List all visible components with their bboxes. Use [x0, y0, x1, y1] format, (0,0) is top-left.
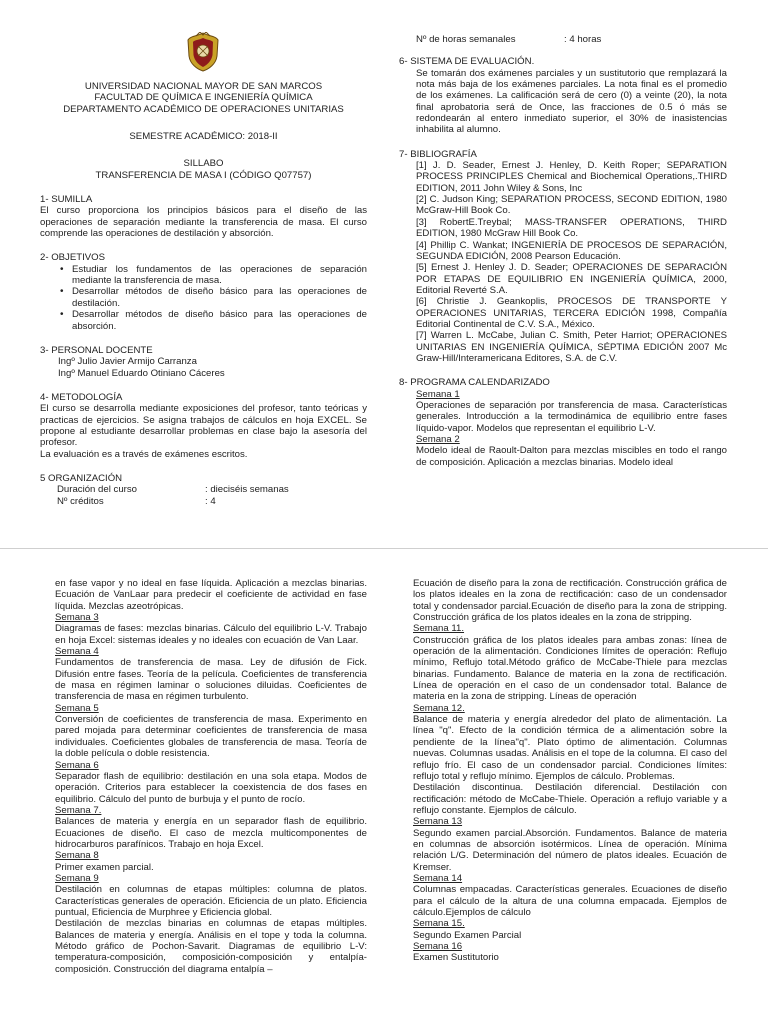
metodologia-text-2: La evaluación es a través de exámenes escritos.	[40, 448, 248, 460]
week-text: Columnas empacadas. Características generales. Ecuaciones de diseño para el cálculo de la altura de una columna empacada. Ejemplos de cálculo.Ejemplos de cálculo	[413, 884, 727, 918]
week-text: Operaciones de separación por transferencia de masa. Características generales. Introducción a la termodinámica de equilibrio entre fases líquido-vapor. Modelos que representan el equilibrio L-V.	[416, 399, 727, 434]
list-item: [1] J. D. Seader, Ernest J. Henley, D. Keith Roper; SEPARATION PROCESS PRINCIPLES Chemical and Biochemical Operations,.THIRD EDITION, 2011 John Wiley & Sons, Inc	[416, 160, 727, 194]
week-text: Destilación discontinua. Destilación diferencial. Destilación con rectificación: método de McCabe-Thiele. Operación a reflujo variable y a reflujo constante. Ejemplos de cálculo.	[413, 782, 727, 816]
document-type: SILLABO	[183, 158, 224, 170]
week-text: Examen Sustitutorio	[413, 952, 499, 964]
week-text: Balance de materia y energía alrededor del plato de alimentación. La línea "q". Efecto de la condición térmica de a alimentación sobre la pendiente de la línea"q". Plato óptimo de alimentación. Columnas nuevas. Columnas usadas. Análisis en el tope de la columna. El caso del reflujo frío. El caso de un condensador parcial. Condiciones límites: reflujo total y reflujo mínimo. Ejemplos de cálculo. Problemas.	[413, 714, 727, 782]
organizacion-row	[40, 496, 367, 507]
week-label: Semana 9	[55, 872, 99, 884]
list-item: [4] Phillip C. Wankat; INGENIERÍA DE PROCESOS DE SEPARACIÓN, SEGUNDA EDICIÓN, 2008 Pearson Educación.	[416, 239, 727, 262]
week-text: Segundo examen parcial.Absorción. Fundamentos. Balance de materia en columnas de absorción isotérmicos. Línea de operación. Mínima relación L/G. Determinación del número de platos ideales. Ecuación de Kremser.	[413, 827, 727, 873]
section-heading-organizacion: 5 ORGANIZACIÓN	[40, 472, 123, 484]
week-text: Segundo Examen Parcial	[413, 929, 522, 941]
row-value: : 4 horas	[564, 34, 602, 45]
section-heading-personal: 3- PERSONAL DOCENTE	[40, 344, 153, 356]
week-text: Destilación de mezclas binarias en columnas de etapas múltiples. Balances de materia y energía. Análisis en el tope y toda la columna. Método gráfico de Pochon-Savarit. Diagramas de equilibrio L-V: temperatura-composición, composición-composición y entalpía-composición. Construcción del diagrama entalpía –	[55, 918, 367, 975]
list-item: Ingº Manuel Eduardo Otiniano Cáceres	[58, 367, 225, 379]
objetivos-list	[40, 264, 367, 332]
bibliografia-list	[399, 160, 727, 364]
week-label: Semana 7.	[55, 804, 102, 816]
section-heading-programa: 8- PROGRAMA CALENDARIZADO	[399, 377, 550, 389]
sumilla-text: El curso proporciona los principios básicos para el diseño de las operaciones de separación mediante la transferencia de masa. El curso comprende las operaciones de destilación y absorción.	[40, 205, 367, 240]
right-column-page-1	[399, 34, 727, 468]
organizacion-row	[40, 484, 367, 495]
list-item: [3] RobertE.Treybal; MASS-TRANSFER OPERATIONS, THIRD EDITION, 1980 McGraw Hill Book Co.	[416, 216, 727, 240]
list-item: • Desarrollar métodos de diseño básico para las operaciones de absorción.	[72, 309, 367, 332]
week-label: Semana 1	[416, 388, 460, 400]
section-heading-bibliografia: 7- BIBLIOGRAFÍA	[399, 148, 477, 160]
week-text: Separador flash de equilibrio: destilación en una sola etapa. Modos de operación. Criterios para establecer la coexistencia de dos fases en equilibrio. Cálculo del punto de burbuja y el punto de rocío.	[55, 770, 367, 805]
list-item: [5] Ernest J. Henley J. D. Seader; OPERACIONES DE SEPARACIÓN POR ETAPAS DE EQUILIBRIO EN INGENIERÍA QUÍMICA, 2000, Editorial Reverté S.A.	[416, 262, 727, 296]
week-text: Balances de materia y energía en un separador flash de equilibrio. Ecuaciones de diseño. El caso de mezcla multicomponentes de hidrocarburos parafínicos. Trabajo en hoja Excel.	[55, 816, 367, 850]
row-label: Nº créditos	[57, 495, 104, 507]
week-label: Semana 13	[413, 816, 463, 828]
evaluacion-text: Se tomarán dos exámenes parciales y un sustitutorio que remplazará la nota más baja de los exámenes parciales. La nota final es el promedio de los exámenes. La calificación será de cero (0) a veinte (20), la nota final aprobatoria será de Once, las fracciones de 0.5 ó más se redondearán al entero inmediato superior, el 30% de inasistencias inhabilita al alumno.	[416, 67, 727, 136]
week-text: Conversión de coeficientes de transferencia de masa. Experimento en pared mojada para determinar coeficientes de transferencia de masa individuales. Coeficientes globales de transferencia de masa. Teoría de la doble película o doble resistencia.	[55, 714, 367, 760]
list-item: • Desarrollar métodos de diseño básico para las operaciones de destilación.	[72, 286, 367, 309]
row-value: : 4	[205, 495, 216, 507]
course-title: TRANSFERENCIA DE MASA I (CÓDIGO Q07757)	[95, 169, 312, 181]
right-column-page-2	[413, 578, 727, 964]
left-column-page-2	[55, 578, 367, 975]
week-text: Fundamentos de transferencia de masa. Ley de difusión de Fick. Difusión entre fases. Teoría de la película. Coeficientes de transferencia de masa en régimen laminar o soluciones diluidas. Coeficientes de transferencia de masa en régimen turbulento.	[55, 657, 367, 703]
programa-list	[399, 389, 727, 468]
list-item: Ingº Julio Javier Armijo Carranza	[58, 356, 197, 368]
section-heading-objetivos: 2- OBJETIVOS	[40, 252, 106, 264]
row-label: Nº de horas semanales	[416, 34, 516, 45]
metodologia-text: El curso se desarrolla mediante exposiciones del profesor, tanto teóricas y practicas de ejercicios. Se asigna trabajos de cálculos en hoja EXCEL. Se propone al estudiante desarrollar problemas en clase bajo la asesoría del profesor.	[40, 403, 367, 449]
week-text: Construcción gráfica de los platos ideales para ambas zonas: línea de operación de la alimentación. Condiciones límites de operación: Reflujo mínimo, Reflujo total.Método gráfico de McCabe-Thiele para mezclas binarias. Fundamento. Balance de materia en la zona de rectificación. Línea de operación en el caso de un condensador total. Balance de materia en la zona de stripping. Líneas de operación	[413, 634, 727, 703]
week-label: Semana 11.	[413, 623, 465, 635]
organizacion-row	[399, 34, 727, 45]
section-heading-sumilla: 1- SUMILLA	[40, 194, 93, 206]
week-label: Semana 16	[413, 941, 463, 952]
university-crest-icon	[186, 32, 220, 72]
week-label: Semana 6	[55, 759, 99, 771]
faculty-name: FACULTAD DE QUÍMICA E INGENIERÍA QUÍMICA	[94, 92, 313, 104]
list-item: [2] C. Judson King; SEPARATION PROCESS, SECOND EDITION, 1980 McGraw-Hill Book Co.	[416, 194, 727, 217]
week-text: Destilación en columnas de etapas múltiples: columna de platos. Características generales de operación. Eficiencia de un plato. Eficiencia puntual, Eficiencia de Murphree y Eficiencia global.	[55, 884, 367, 918]
section-heading-evaluacion: 6- SISTEMA DE EVALUACIÓN.	[399, 56, 535, 68]
list-item: [7] Warren L. McCabe, Julian C. Smith, Peter Harriot; OPERACIONES UNITARIAS EN INGENIERÍA QUÍMICA, SÉPTIMA EDICIÓN 2007 Mc Graw-Hill/Interamericana Editores, S.A. de C.V.	[416, 330, 727, 364]
week-label: Semana 15.	[413, 918, 465, 930]
list-item: [6] Christie J. Geankoplis, PROCESOS DE TRANSPORTE Y OPERACIONES UNITARIAS, TERCERA EDICIÓN 1998, Compañía Editorial Continental de C.V. S.A., México.	[416, 296, 727, 330]
week-label: Semana 8	[55, 850, 99, 862]
section-heading-metodologia: 4- METODOLOGÍA	[40, 391, 123, 403]
week-text: Ecuación de diseño para la zona de rectificación. Construcción gráfica de los platos ideales en la zona de rectificación: caso de un condensador total y condensador parcial.Ecuación de diseño para la zona de stripping. Construcción gráfica de los platos ideales en la zona de stripping.	[413, 578, 727, 624]
semester: SEMESTRE ACADÉMICO: 2018-II	[129, 131, 278, 143]
row-label: Duración del curso	[57, 484, 137, 496]
week-text: en fase vapor y no ideal en fase líquida. Aplicación a mezclas binarias. Ecuación de VanLaar para predecir el coeficiente de actividad en fase líquida. Mezclas azeotrópicas.	[55, 578, 367, 612]
department-name: DEPARTAMENTO ACADÉMICO DE OPERACIONES UNITARIAS	[63, 103, 344, 115]
week-label: Semana 4	[55, 646, 99, 658]
left-column-page-1	[40, 81, 367, 507]
row-value: : dieciséis semanas	[205, 484, 289, 496]
week-label: Semana 2	[416, 434, 460, 445]
week-text: Modelo ideal de Raoult-Dalton para mezclas miscibles en todo el rango de composición. Aplicación a mezclas binarias. Modelo ideal	[416, 445, 727, 468]
week-label: Semana 3	[55, 612, 99, 624]
week-label: Semana 14	[413, 872, 463, 884]
university-name: UNIVERSIDAD NACIONAL MAYOR DE SAN MARCOS	[84, 81, 323, 92]
week-label: Semana 5	[55, 702, 99, 714]
week-label: Semana 12.	[413, 702, 465, 714]
list-item: • Estudiar los fundamentos de las operaciones de separación mediante la transferencia de masa.	[72, 264, 367, 287]
week-text: Primer examen parcial.	[55, 861, 154, 873]
document-page-2	[0, 548, 768, 1025]
week-text: Diagramas de fases: mezclas binarias. Cálculo del equilibrio L-V. Trabajo en hoja Excel: sistemas ideales y no ideales con ecuación de Van Laar.	[55, 623, 367, 646]
